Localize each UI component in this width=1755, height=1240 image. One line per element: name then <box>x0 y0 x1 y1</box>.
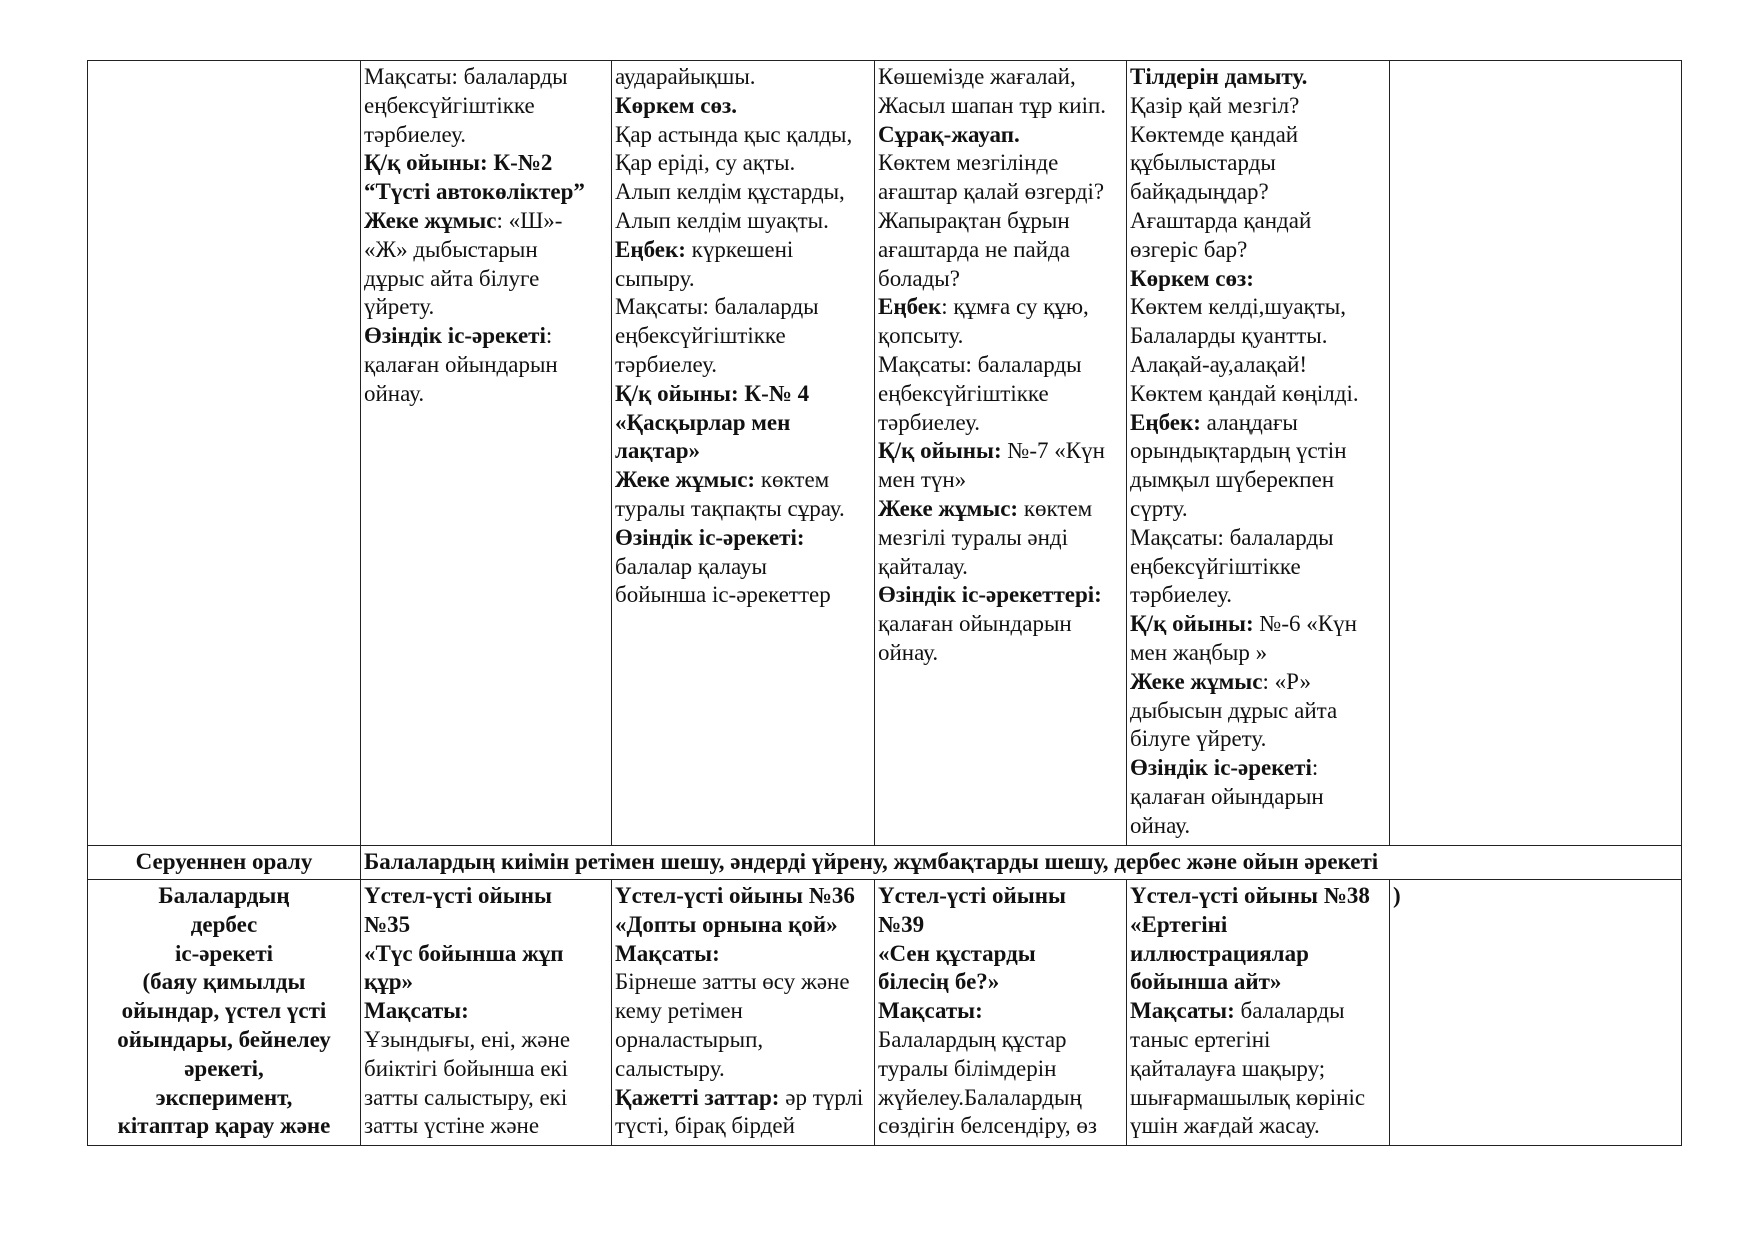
text-run: байқадыңдар? <box>1130 179 1269 205</box>
text-line <box>878 121 1123 150</box>
text-line <box>878 581 1123 610</box>
text-line <box>1130 754 1386 783</box>
text-run: : «Р» <box>1262 668 1311 694</box>
text-line <box>1130 351 1386 380</box>
text-run: Қар еріді, су ақты. <box>615 150 796 176</box>
text-run: қайталауға шақыру; <box>1130 1055 1326 1081</box>
text-run: еңбексүйгіштікке <box>1130 553 1301 579</box>
bold-run: «Қасқырлар мен <box>615 409 791 435</box>
text-line <box>1130 380 1386 409</box>
text-line <box>878 882 1123 911</box>
text-run: Алақай-ау,алақай! <box>1130 351 1308 377</box>
text-line <box>615 380 871 409</box>
text-run: дымқыл шүберекпен <box>1130 467 1335 493</box>
text-line <box>615 92 871 121</box>
text-line <box>878 1026 1123 1055</box>
text-run: үйрету. <box>364 294 435 320</box>
text-line <box>364 1084 608 1113</box>
text-line <box>1130 911 1386 940</box>
bold-run: Өзіндік іс-әрекеті <box>1130 755 1312 781</box>
label-line: дербес <box>190 911 258 937</box>
text-line <box>1130 668 1386 697</box>
bold-run: Өзіндік іс-әрекеті: <box>615 524 805 550</box>
text-run: қопсыту. <box>878 323 964 349</box>
cell-tuesday-walk <box>612 61 875 846</box>
label-line: әрекеті, <box>184 1055 264 1081</box>
text-line <box>364 322 608 351</box>
text-line <box>615 207 871 236</box>
text-run: : <box>1311 755 1319 781</box>
text-line <box>878 236 1123 265</box>
text-line <box>1130 610 1386 639</box>
text-line <box>878 178 1123 207</box>
text-run: Мақсаты: балаларды <box>878 351 1082 377</box>
text-line <box>615 63 871 92</box>
text-run: Балалардың құстар <box>878 1026 1067 1052</box>
text-line <box>878 409 1123 438</box>
bold-run: Сұрақ-жауап. <box>878 121 1020 147</box>
text-run: ағаштарда не пайда <box>878 236 1070 262</box>
text-line <box>615 495 871 524</box>
text-line <box>364 380 608 409</box>
text-line <box>1130 524 1386 553</box>
bold-run: Қ/қ ойыны: <box>878 438 1002 464</box>
text-line <box>878 495 1123 524</box>
text-run: ойнау. <box>878 639 939 665</box>
text-line <box>615 437 871 466</box>
bold-run: Жеке жұмыс <box>364 207 497 233</box>
text-run: ойнау. <box>364 380 425 406</box>
bold-run: №39 <box>878 911 925 937</box>
bold-run: Үстел-үсті ойыны №36 <box>615 883 855 908</box>
return-from-walk-text: Балалардың киімін ретімен шешу, әндерді үйрену, жұмбақтарды шешу, дербес және ойын әрекеті <box>361 846 1682 880</box>
bold-run: Еңбек: <box>1130 409 1201 435</box>
bold-run: Қ/қ ойыны: К-№2 <box>364 150 553 176</box>
text-line <box>878 63 1123 92</box>
text-run: бойынша іс-әрекеттер <box>615 582 831 608</box>
text-line <box>1130 437 1386 466</box>
text-line <box>615 1055 871 1084</box>
text-line <box>615 940 871 969</box>
cell-thursday-activity <box>1127 880 1390 1146</box>
text-line <box>1130 882 1386 911</box>
text-line <box>364 882 608 911</box>
text-run: мезгілі туралы әнді <box>878 524 1069 550</box>
text-run: қалаған ойындарын <box>364 351 558 377</box>
bold-run: Үстел-үсті ойыны №38 <box>1130 883 1370 908</box>
text-run: дыбысын дұрыс айта <box>1130 697 1338 723</box>
bold-run: иллюстрациялар <box>1130 940 1309 966</box>
text-run: Көктем келді,шуақты, <box>1130 294 1346 320</box>
text-line <box>878 639 1123 668</box>
bold-run: Еңбек <box>878 294 942 320</box>
bold-run: Өзіндік іс-әрекеттері: <box>878 582 1102 608</box>
text-run: қалаған ойындарын <box>1130 783 1324 809</box>
text-line <box>1130 207 1386 236</box>
row-label-cell <box>88 61 361 846</box>
text-line <box>1130 293 1386 322</box>
text-line <box>1130 1112 1386 1141</box>
text-run: балаларды <box>1234 998 1345 1024</box>
cell-monday-activity <box>361 880 612 1146</box>
text-run: : құмға су құю, <box>941 294 1089 320</box>
text-line <box>1130 466 1386 495</box>
text-run: еңбексүйгіштікке <box>615 323 786 349</box>
text-run: Мақсаты: балаларды <box>615 294 819 320</box>
text-line <box>1130 639 1386 668</box>
text-line <box>878 553 1123 582</box>
text-line <box>1130 940 1386 969</box>
bold-run: Өзіндік іс-әрекеті <box>364 323 546 349</box>
row-label-independent-activity <box>88 880 361 1146</box>
bold-run: құр» <box>364 969 414 995</box>
text-run: үшін жағдай жасау. <box>1130 1113 1320 1139</box>
bold-run: бойынша айт» <box>1130 969 1282 995</box>
text-line <box>878 1084 1123 1113</box>
bold-run: Қажетті заттар: <box>615 1084 780 1110</box>
bold-run: Қ/қ ойыны: <box>1130 611 1254 637</box>
label-line: эксперимент, <box>155 1084 293 1110</box>
bold-run: «Ертегіні <box>1130 911 1228 937</box>
text-line <box>615 265 871 294</box>
text-line <box>1130 265 1386 294</box>
text-line <box>1130 178 1386 207</box>
text-line <box>878 997 1123 1026</box>
text-line <box>615 553 871 582</box>
text-run: кему ретімен <box>615 998 743 1024</box>
text-line <box>1130 553 1386 582</box>
text-line <box>1393 882 1678 911</box>
cell-monday-walk <box>361 61 612 846</box>
text-line <box>1130 149 1386 178</box>
text-line <box>878 911 1123 940</box>
text-line <box>1130 236 1386 265</box>
cell-thursday-walk <box>1127 61 1390 846</box>
schedule-table <box>87 60 1682 1146</box>
bold-run: Үстел-үсті ойыны <box>878 883 1066 908</box>
table-row <box>88 61 1682 846</box>
text-run: Жапырақтан бұрын <box>878 207 1070 233</box>
text-run: орындықтардың үстін <box>1130 438 1347 464</box>
text-run: дұрыс айта білуге <box>364 265 540 291</box>
text-run: Көктем мезгілінде <box>878 150 1059 176</box>
text-run: болады? <box>878 265 960 291</box>
text-line <box>615 351 871 380</box>
text-line <box>615 1084 871 1113</box>
text-line <box>878 610 1123 639</box>
bold-run: Жеке жұмыс: <box>615 467 756 493</box>
text-line <box>364 997 608 1026</box>
text-line <box>615 968 871 997</box>
text-line <box>878 940 1123 969</box>
text-run: орналастырып, <box>615 1026 764 1052</box>
text-run: сөздігін белсендіру, өз <box>878 1113 1098 1139</box>
bold-run: «Допты орнына қой» <box>615 911 838 937</box>
bold-run: Тілдерін дамыту. <box>1130 64 1308 89</box>
text-line <box>1130 581 1386 610</box>
text-line <box>878 524 1123 553</box>
text-run: Ағаштарда қандай <box>1130 207 1312 233</box>
text-run: еңбексүйгіштікке <box>364 92 535 118</box>
bold-run: лақтар» <box>615 438 701 464</box>
bold-run: Көркем сөз: <box>1130 265 1254 291</box>
text-line <box>878 207 1123 236</box>
text-run: жүйелеу.Балалардың <box>878 1084 1082 1110</box>
text-line <box>615 581 871 610</box>
text-run: білуге үйрету. <box>1130 726 1267 752</box>
text-line <box>1130 783 1386 812</box>
text-run: көктем <box>755 467 830 493</box>
label-line: іс-әрекеті <box>174 940 274 966</box>
bold-run: Қ/қ ойыны: К-№ 4 <box>615 380 810 406</box>
text-run: Мақсаты: балаларды <box>364 64 568 89</box>
text-run: мен жаңбыр » <box>1130 639 1268 665</box>
text-run: шығармашылық көрініс <box>1130 1084 1366 1110</box>
text-line <box>1130 697 1386 726</box>
text-line <box>615 911 871 940</box>
text-line <box>364 149 608 178</box>
table-row <box>88 846 1682 880</box>
text-line <box>364 293 608 322</box>
bold-run: Көркем сөз. <box>615 92 737 118</box>
cell-tuesday-activity <box>612 880 875 1146</box>
text-line <box>878 968 1123 997</box>
text-run: Алып келдім құстарды, <box>615 179 845 205</box>
text-run: Бірнеше затты өсу және <box>615 969 850 995</box>
text-run: №-6 «Күн <box>1253 611 1357 637</box>
label-line: (баяу қимылды <box>142 969 306 995</box>
bold-run: Мақсаты: <box>1130 998 1235 1024</box>
bold-run: “Түсті автокөліктер” <box>364 179 585 205</box>
row-label-return-from-walk: Серуеннен оралу <box>88 846 361 880</box>
text-run: тәрбиелеу. <box>1130 582 1233 608</box>
text-line <box>878 1055 1123 1084</box>
text-run: құбылыстарды <box>1130 150 1276 176</box>
table-row <box>88 880 1682 1146</box>
text-line <box>615 1112 871 1141</box>
text-run: тәрбиелеу. <box>878 409 981 435</box>
bold-run: Мақсаты: <box>615 940 720 966</box>
bold-run: білесің бе?» <box>878 969 1000 995</box>
text-line <box>1130 409 1386 438</box>
text-run: сыпыру. <box>615 265 695 291</box>
text-run: ойнау. <box>1130 812 1191 838</box>
text-line <box>364 92 608 121</box>
text-run: Мақсаты: балаларды <box>1130 524 1334 550</box>
text-line <box>878 437 1123 466</box>
text-run: №-7 «Күн <box>1001 438 1105 464</box>
bold-run: «Сен құстарды <box>878 940 1036 966</box>
text-run: балалар қалауы <box>615 553 767 579</box>
bold-run: Еңбек: <box>615 236 686 262</box>
text-run: қалаған ойындарын <box>878 611 1072 637</box>
text-line <box>364 1026 608 1055</box>
text-line <box>615 178 871 207</box>
text-line <box>878 149 1123 178</box>
text-line <box>1130 92 1386 121</box>
text-line <box>878 92 1123 121</box>
text-run: еңбексүйгіштікке <box>878 380 1049 406</box>
text-line <box>1130 1055 1386 1084</box>
text-run: сүрту. <box>1130 495 1188 521</box>
label-line: кітаптар қарау және <box>117 1113 331 1139</box>
text-run: салыстыру. <box>615 1055 725 1081</box>
text-line <box>615 524 871 553</box>
text-line <box>878 351 1123 380</box>
text-run: туралы білімдерін <box>878 1055 1057 1081</box>
bold-run: Мақсаты: <box>364 998 469 1024</box>
label-line: ойындары, бейнелеу <box>117 1026 331 1052</box>
text-line <box>615 466 871 495</box>
text-line <box>878 293 1123 322</box>
text-line <box>615 1026 871 1055</box>
text-line <box>615 882 871 911</box>
text-run: : «Ш»- <box>496 207 563 233</box>
text-line <box>878 265 1123 294</box>
text-run: Балаларды қуантты. <box>1130 323 1328 349</box>
text-line <box>878 380 1123 409</box>
text-run: өзгеріс бар? <box>1130 236 1248 262</box>
text-line <box>1130 63 1386 92</box>
text-line <box>364 207 608 236</box>
text-run: Қазір қай мезгіл? <box>1130 92 1300 118</box>
text-line <box>615 322 871 351</box>
text-line <box>1130 968 1386 997</box>
text-run: ағаштар қалай өзгерді? <box>878 179 1105 205</box>
bold-run: Жеке жұмыс: <box>878 495 1019 521</box>
text-run: Ұзындығы, ені, және <box>364 1026 571 1052</box>
text-line <box>1130 1026 1386 1055</box>
text-run: Қар астында қыс қалды, <box>615 121 853 147</box>
cell-friday-walk <box>1390 61 1682 846</box>
text-run: күркешені <box>685 236 794 262</box>
text-run: қайталау. <box>878 553 968 579</box>
text-run: затты үстіне және <box>364 1113 540 1139</box>
text-line <box>364 940 608 969</box>
text-line <box>615 293 871 322</box>
text-line <box>878 322 1123 351</box>
cell-wednesday-walk <box>875 61 1127 846</box>
text-line <box>364 265 608 294</box>
text-line <box>615 121 871 150</box>
bold-run: Мақсаты: <box>878 998 983 1024</box>
text-line <box>1130 1084 1386 1113</box>
text-line <box>615 409 871 438</box>
text-run: «Ж» дыбыстарын <box>364 236 538 262</box>
text-line <box>364 236 608 265</box>
cell-friday-activity <box>1390 880 1682 1146</box>
text-line <box>615 236 871 265</box>
text-line <box>1130 495 1386 524</box>
bold-run: №35 <box>364 911 411 937</box>
text-line <box>364 968 608 997</box>
text-line <box>878 466 1123 495</box>
text-line <box>878 1112 1123 1141</box>
text-line <box>364 121 608 150</box>
text-run: Алып келдім шуақты. <box>615 207 829 233</box>
bold-run: «Түс бойынша жұп <box>364 940 564 966</box>
text-line <box>1130 997 1386 1026</box>
text-line <box>364 178 608 207</box>
text-run: әр түрлі <box>779 1084 864 1110</box>
bold-run: Үстел-үсті ойыны <box>364 883 552 908</box>
text-run: тәрбиелеу. <box>364 121 467 147</box>
text-line <box>364 63 608 92</box>
text-run: түсті, бірақ бірдей <box>615 1113 795 1139</box>
text-run: биіктігі бойынша екі <box>364 1055 569 1081</box>
text-run: : <box>545 323 553 349</box>
text-line <box>364 351 608 380</box>
text-run: мен түн» <box>878 467 967 493</box>
text-line <box>1130 812 1386 841</box>
text-run: көктем <box>1018 495 1093 521</box>
text-run: затты салыстыру, екі <box>364 1084 568 1110</box>
text-run: таныс ертегіні <box>1130 1026 1271 1052</box>
text-line <box>364 1055 608 1084</box>
text-line <box>1130 322 1386 351</box>
text-run: Көктем қандай көңілді. <box>1130 380 1359 406</box>
text-run: туралы тақпақты сұрау. <box>615 495 845 521</box>
text-run: Көшемізде жағалай, <box>878 64 1076 89</box>
text-line <box>1130 121 1386 150</box>
text-run: аударайықшы. <box>615 64 756 89</box>
text-run: алаңдағы <box>1200 409 1298 435</box>
text-run: Жасыл шапан тұр киіп. <box>878 92 1107 118</box>
text-line <box>1130 725 1386 754</box>
text-line <box>364 1112 608 1141</box>
bold-run: Жеке жұмыс <box>1130 668 1263 694</box>
label-line: ойындар, үстел үсті <box>121 998 327 1024</box>
cell-wednesday-activity <box>875 880 1127 1146</box>
text-run: Көктемде қандай <box>1130 121 1299 147</box>
text-line <box>615 149 871 178</box>
bold-run: ) <box>1393 883 1401 908</box>
text-run: тәрбиелеу. <box>615 351 718 377</box>
text-line <box>615 997 871 1026</box>
text-line <box>364 911 608 940</box>
label-line: Балалардың <box>158 883 290 908</box>
